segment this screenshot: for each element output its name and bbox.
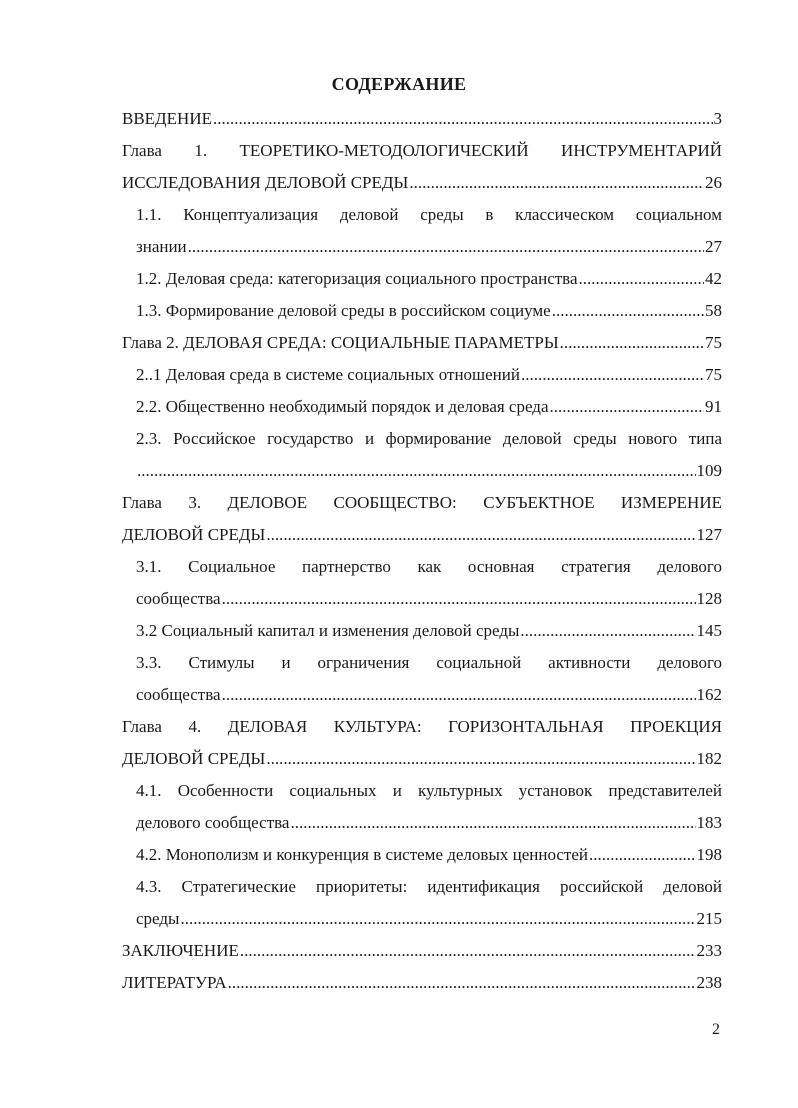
toc-page-number: 145 [696,621,722,640]
toc-line-literature[interactable] [122,967,722,999]
toc-line-text: 3.3. Стимулы и ограничения социальной активности делового [136,653,722,672]
toc-page-number: 75 [705,333,722,352]
toc-line-text: 2.2. Общественно необходимый порядок и деловая среда [136,397,549,416]
toc-line-section-2-1[interactable] [136,359,722,391]
toc-line-text: Глава 2. ДЕЛОВАЯ СРЕДА: СОЦИАЛЬНЫЕ ПАРАМЕТРЫ [122,333,559,352]
toc-line-section-4-3-cont[interactable] [136,903,722,935]
toc-line-section-3-3-cont[interactable] [136,679,722,711]
toc-page-number: 75 [705,365,722,384]
toc-line-text: 3.1. Социальное партнерство как основная стратегия делового [136,557,722,576]
leader-dots [222,679,696,711]
leader-dots [266,743,695,775]
toc-page-number: 183 [696,813,722,832]
toc-line-text: сообщества [136,589,221,608]
toc-line-chapter-1-cont[interactable] [122,167,722,199]
toc-page-number: 127 [696,525,722,544]
toc-line-section-2-3[interactable] [136,423,722,455]
toc-line-section-2-2[interactable] [136,391,722,423]
toc-page-number: 109 [696,461,722,480]
toc-line-text: 3.2 Социальный капитал и изменения деловой среды [136,621,520,640]
toc-page-number: 215 [696,909,722,928]
toc-line-text: 4.2. Монополизм и конкуренция в системе деловых ценностей [136,845,588,864]
toc-line-text: Глава 3. ДЕЛОВОЕ СООБЩЕСТВО: СУБЪЕКТНОЕ ИЗМЕРЕНИЕ [122,493,722,512]
leader-dots [409,167,704,199]
toc-line-chapter-1[interactable] [122,135,722,167]
toc-line-text: 2..1 Деловая среда в системе социальных отношений [136,365,520,384]
leader-dots [521,359,704,391]
leader-dots [520,615,695,647]
toc-line-chapter-2[interactable] [122,327,722,359]
toc-line-text: сообщества [136,685,221,704]
toc-line-section-3-1[interactable] [136,551,722,583]
leader-dots [290,807,695,839]
toc-page-number: 26 [705,173,722,192]
toc-line-text: 1.2. Деловая среда: категоризация социального пространства [136,269,578,288]
toc-line-text: ДЕЛОВОЙ СРЕДЫ [122,749,266,768]
leader-dots [188,231,704,263]
toc-line-section-3-3[interactable] [136,647,722,679]
leader-dots [589,839,696,871]
toc-page-number: 3 [713,109,722,128]
toc-line-section-1-1[interactable] [136,199,722,231]
toc-line-section-1-1-cont[interactable] [136,231,722,263]
leader-dots [552,295,704,327]
toc-line-chapter-3[interactable] [122,487,722,519]
toc-line-text: ЗАКЛЮЧЕНИЕ [122,941,239,960]
toc-page-number: 162 [696,685,722,704]
leader-dots [137,455,696,487]
toc-page-number: 58 [705,301,722,320]
toc-line-section-1-3[interactable] [136,295,722,327]
page-number: 2 [712,1021,720,1038]
toc-line-chapter-4[interactable] [122,711,722,743]
toc-line-text: 1.1. Концептуализация деловой среды в классическом социальном [136,205,722,224]
toc-line-text: Глава 1. ТЕОРЕТИКО-МЕТОДОЛОГИЧЕСКИЙ ИНСТРУМЕНТАРИЙ [122,141,722,160]
leader-dots [240,935,696,967]
toc-line-text: ЛИТЕРАТУРА [122,973,227,992]
toc-line-text: 4.3. Стратегические приоритеты: идентификация российской деловой [136,877,722,896]
toc-line-text: делового сообщества [136,813,290,832]
toc-line-section-2-3-cont[interactable] [136,455,722,487]
toc-page-number: 91 [705,397,722,416]
toc-page-number: 233 [696,941,722,960]
toc-page-number: 182 [696,749,722,768]
toc-line-text: ИССЛЕДОВАНИЯ ДЕЛОВОЙ СРЕДЫ [122,173,409,192]
toc-page-number: 238 [696,973,722,992]
toc-line-text: ВВЕДЕНИЕ [122,109,212,128]
toc-line-text: 2.3. Российское государство и формирование деловой среды нового типа [136,429,722,448]
toc-line-text: 4.1. Особенности социальных и культурных установок представителей [136,781,722,800]
toc-page-number: 198 [696,845,722,864]
toc-page-number: 27 [705,237,722,256]
toc-line-section-1-2[interactable] [136,263,722,295]
toc-line-chapter-4-cont[interactable] [122,743,722,775]
toc-line-text: ДЕЛОВОЙ СРЕДЫ [122,525,266,544]
leader-dots [222,583,696,615]
toc-line-section-3-1-cont[interactable] [136,583,722,615]
leader-dots [579,263,704,295]
leader-dots [266,519,695,551]
toc-line-text: знании [136,237,187,256]
toc-line-text: Глава 4. ДЕЛОВАЯ КУЛЬТУРА: ГОРИЗОНТАЛЬНАЯ ПРОЕКЦИЯ [122,717,722,736]
toc-line-text: 1.3. Формирование деловой среды в российском социуме [136,301,551,320]
toc-line-intro[interactable] [122,103,722,135]
leader-dots [560,327,704,359]
toc-line-chapter-3-cont[interactable] [122,519,722,551]
page-title: СОДЕРЖАНИЕ [331,74,467,94]
leader-dots [228,967,696,999]
leader-dots [550,391,705,423]
toc-line-section-4-1[interactable] [136,775,722,807]
toc-line-text: среды [136,909,180,928]
toc-line-section-3-2[interactable] [136,615,722,647]
toc-line-section-4-1-cont[interactable] [136,807,722,839]
leader-dots [180,903,695,935]
toc-page-number: 42 [705,269,722,288]
leader-dots [213,103,713,135]
toc-page-number: 128 [696,589,722,608]
toc-line-conclusion[interactable] [122,935,722,967]
toc-line-section-4-3[interactable] [136,871,722,903]
toc-line-section-4-2[interactable] [136,839,722,871]
